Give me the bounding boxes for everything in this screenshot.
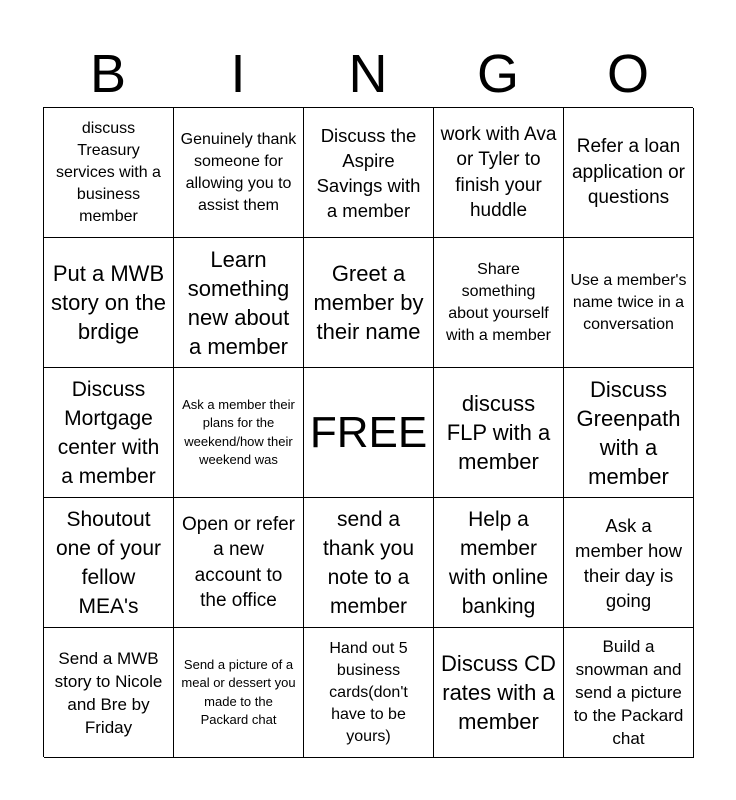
cell-text: discuss Treasury services with a business member bbox=[56, 119, 161, 225]
cell-text: Hand out 5 business cards(don't have to be yours) bbox=[329, 639, 408, 745]
cell-text: Share something about yourself with a member bbox=[446, 260, 551, 344]
cell-text: Learn something new about a member bbox=[187, 246, 290, 359]
header-letter-o: O bbox=[606, 44, 649, 104]
bingo-cell[interactable] bbox=[564, 498, 694, 628]
bingo-cell[interactable] bbox=[434, 108, 564, 238]
bingo-cell[interactable] bbox=[434, 238, 564, 368]
bingo-cell[interactable] bbox=[174, 368, 304, 498]
cell-text: Genuinely thank someone for allowing you to assist them bbox=[180, 130, 297, 214]
cell-text: Discuss Mortgage center with a member bbox=[57, 377, 160, 488]
cell-text: work with Ava or Tyler to finish your huddle bbox=[440, 123, 557, 221]
cell-text: Help a member with online banking bbox=[448, 507, 549, 618]
bingo-cell[interactable] bbox=[44, 628, 174, 758]
bingo-cell[interactable] bbox=[44, 238, 174, 368]
bingo-cell[interactable] bbox=[564, 108, 694, 238]
header-letter-i: I bbox=[230, 44, 246, 104]
bingo-header bbox=[43, 40, 693, 108]
cell-text: Discuss CD rates with a member bbox=[441, 651, 556, 734]
cell-text: Discuss Greenpath with a member bbox=[576, 376, 681, 489]
bingo-board bbox=[43, 107, 693, 757]
cell-text: Ask a member how their day is going bbox=[575, 514, 682, 611]
cell-text: Open or refer a new account to the office bbox=[182, 513, 295, 611]
bingo-cell[interactable] bbox=[434, 498, 564, 628]
cell-text: discuss FLP with a member bbox=[446, 391, 551, 474]
bingo-cell[interactable] bbox=[434, 628, 564, 758]
bingo-cell[interactable] bbox=[174, 498, 304, 628]
bingo-cell[interactable] bbox=[44, 108, 174, 238]
bingo-cell[interactable] bbox=[44, 368, 174, 498]
cell-text: send a thank you note to a member bbox=[322, 507, 415, 618]
bingo-cell[interactable] bbox=[434, 368, 564, 498]
cell-text: Refer a loan application or questions bbox=[571, 136, 686, 209]
bingo-cell[interactable] bbox=[304, 108, 434, 238]
bingo-cell[interactable] bbox=[304, 238, 434, 368]
header-letter-g: G bbox=[476, 44, 519, 104]
cell-text: Put a MWB story on the brdige bbox=[51, 261, 166, 344]
cell-text: Build a snowman and send a picture to the Packard chat bbox=[573, 637, 684, 748]
bingo-cell[interactable] bbox=[564, 628, 694, 758]
bingo-cell[interactable] bbox=[174, 238, 304, 368]
bingo-cell[interactable] bbox=[174, 108, 304, 238]
cell-text: Send a MWB story to Nicole and Bre by Friday bbox=[54, 648, 163, 737]
bingo-cell[interactable] bbox=[174, 628, 304, 758]
cell-text: FREE bbox=[309, 407, 428, 457]
cell-text: Greet a member by their name bbox=[313, 261, 424, 344]
bingo-cell[interactable] bbox=[304, 628, 434, 758]
bingo-cell[interactable] bbox=[564, 368, 694, 498]
cell-text: Discuss the Aspire Savings with a member bbox=[316, 124, 421, 221]
header-letter-b: B bbox=[89, 44, 127, 104]
cell-text: Send a picture of a meal or dessert you made to the Packard chat bbox=[181, 656, 296, 727]
cell-text: Use a member's name twice in a conversation bbox=[570, 271, 687, 333]
bingo-cell[interactable] bbox=[304, 498, 434, 628]
bingo-cell[interactable] bbox=[564, 238, 694, 368]
cell-text: Shoutout one of your fellow MEA's bbox=[55, 507, 162, 618]
header-letter-n: N bbox=[348, 44, 388, 104]
bingo-cell[interactable] bbox=[44, 498, 174, 628]
cell-text: Ask a member their plans for the weekend/how their weekend was bbox=[182, 396, 295, 467]
free-space[interactable] bbox=[304, 368, 434, 498]
